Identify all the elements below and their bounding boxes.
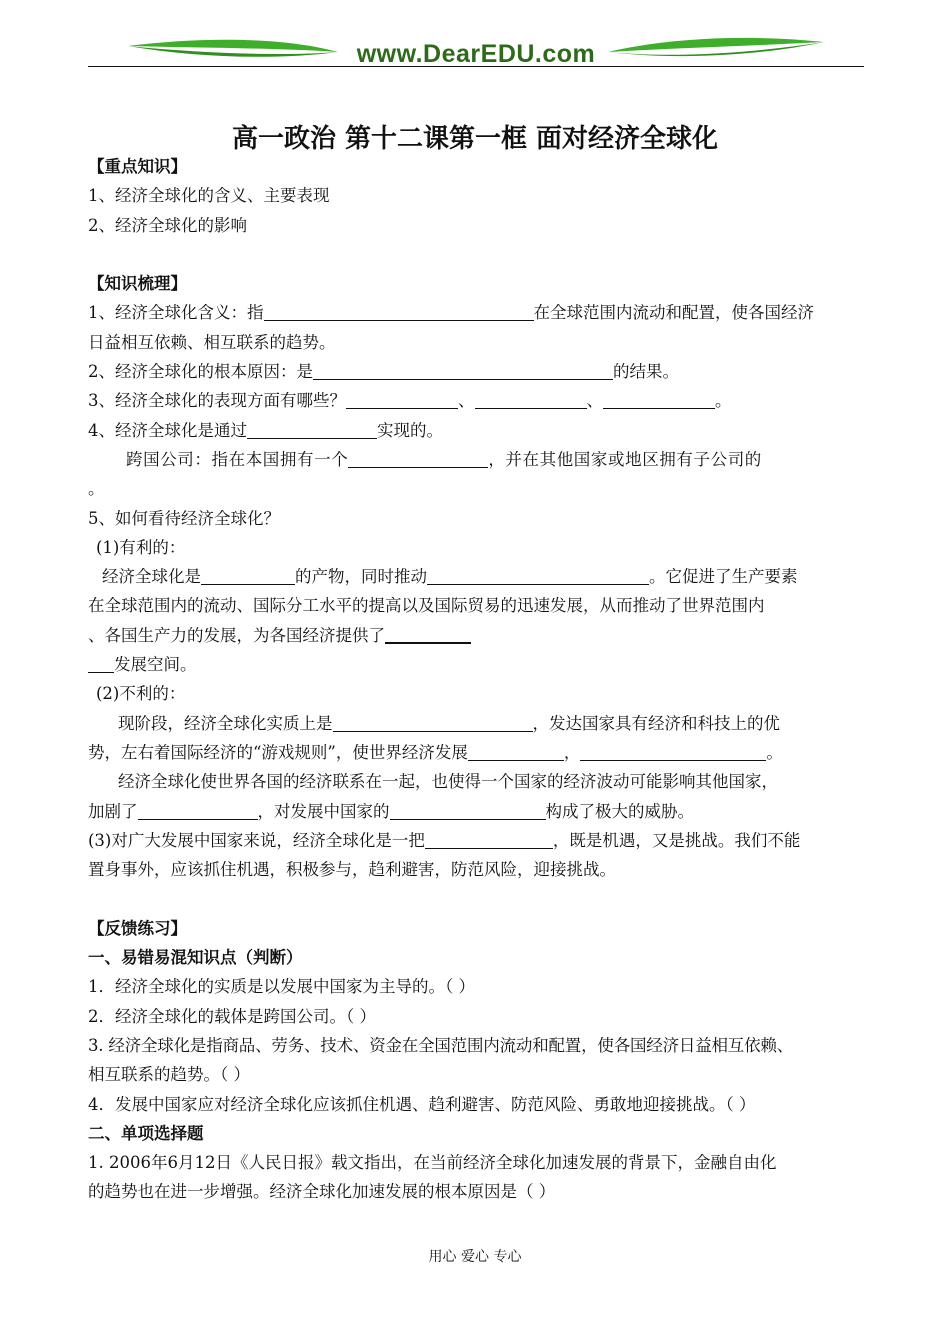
document-body — [88, 152, 864, 1207]
advantages-label: (1)有利的： — [96, 537, 186, 557]
fill-blank — [348, 449, 488, 468]
practice-part2-heading: 二、单项选择题 — [88, 1123, 204, 1143]
page-footer: 用心 爱心 专心 — [428, 1249, 522, 1265]
key-point-item: 2、经济全球化的影响 — [88, 215, 247, 235]
advantages-text: 经济全球化是 的产物，同时推动 。它促进了生产要素 — [102, 567, 798, 587]
fill-blank — [201, 566, 295, 585]
fill-blank — [247, 420, 377, 439]
disadvantages-text-cont: 势，左右着国际经济的“游戏规则”，使世界经济发展 ， 。 — [88, 742, 783, 762]
site-url: www.DearEDU.com — [356, 40, 596, 68]
site-header-banner — [88, 30, 864, 70]
judgment-item-cont: 相互联系的趋势。（ ） — [88, 1065, 250, 1085]
review-q5: 5、如何看待经济全球化？ — [88, 508, 280, 528]
page-title: 高一政治 第十二课第一框 面对经济全球化 — [231, 124, 719, 154]
fill-blank — [603, 390, 715, 409]
mnc-definition: 跨国公司：指在本国拥有一个 ，并在其他国家或地区拥有子公司的 — [126, 449, 762, 469]
fill-blank — [346, 390, 458, 409]
fill-blank — [88, 654, 114, 673]
review-heading: 【知识梳理】 — [88, 274, 187, 294]
disadvantages-label: (2)不利的： — [96, 684, 186, 704]
disadvantages-text: 现阶段，经济全球化实质上是 ，发达国家具有经济和科技上的优 — [118, 713, 780, 733]
fill-blank — [425, 830, 553, 849]
review-q5-3: (3)对广大发展中国家来说，经济全球化是一把 ，既是机遇，又是挑战。我们不能 — [88, 830, 801, 850]
fill-blank — [390, 801, 546, 820]
judgment-item: 4．发展中国家应对经济全球化应该抓住机遇、趋利避害、防范风险、勇敢地迎接挑战。（ ） — [88, 1094, 756, 1114]
review-q3: 3、经济全球化的表现方面有哪些？ 、 、 。 — [88, 391, 732, 411]
mnc-definition-cont: 。 — [88, 479, 105, 499]
disadvantages-text-2-cont: 加剧了 ，对发展中国家的 构成了极大的威胁。 — [88, 801, 694, 821]
fill-blank — [333, 713, 533, 732]
fill-blank — [475, 390, 587, 409]
advantages-text-cont: 在全球范围内的流动、国际分工水平的提高以及国际贸易的迅速发展，从而推动了世界范围内 — [88, 596, 765, 616]
fill-blank — [138, 801, 258, 820]
review-q1-cont: 日益相互依赖、相互联系的趋势。 — [88, 332, 336, 352]
review-q1: 1、经济全球化含义：指 在全球范围内流动和配置，使各国经济 — [88, 303, 814, 323]
disadvantages-text-2: 经济全球化使世界各国的经济联系在一起，也使得一个国家的经济波动可能影响其他国家， — [118, 772, 778, 792]
review-q5-3-cont: 置身事外，应该抓住机遇，积极参与，趋利避害，防范风险，迎接挑战。 — [88, 860, 616, 880]
review-q4: 4、经济全球化是通过 实现的。 — [88, 420, 443, 440]
fill-blank — [468, 742, 564, 761]
judgment-item: 3. 经济全球化是指商品、劳务、技术、资金在全国范围内流动和配置，使各国经济日益相互依赖、 — [88, 1035, 793, 1055]
key-points-heading: 【重点知识】 — [88, 157, 187, 176]
fill-blank — [313, 361, 613, 380]
choice-question-cont: 的趋势也在进一步增强。经济全球化加速发展的根本原因是（ ） — [88, 1182, 556, 1202]
key-point-item: 1、经济全球化的含义、主要表现 — [88, 186, 330, 206]
fill-blank — [385, 624, 471, 644]
fill-blank — [264, 302, 534, 321]
review-q2: 2、经济全球化的根本原因：是 的结果。 — [88, 362, 679, 382]
judgment-item: 2．经济全球化的载体是跨国公司。（ ） — [88, 1006, 376, 1026]
advantages-text-cont: 、各国生产力的发展，为各国经济提供了 — [88, 621, 864, 650]
fill-blank — [580, 742, 766, 761]
choice-question: 1. 2006年6月12日《人民日报》载文指出，在当前经济全球化加速发展的背景下，金融自由化 — [88, 1153, 777, 1173]
advantages-text-end: 发展空间。 — [88, 650, 864, 679]
practice-part1-heading: 一、易错易混知识点（判断） — [88, 948, 303, 968]
practice-heading: 【反馈练习】 — [88, 918, 187, 938]
header-rule — [88, 66, 864, 67]
judgment-item: 1．经济全球化的实质是以发展中国家为主导的。（ ） — [88, 977, 475, 997]
fill-blank — [427, 566, 649, 585]
